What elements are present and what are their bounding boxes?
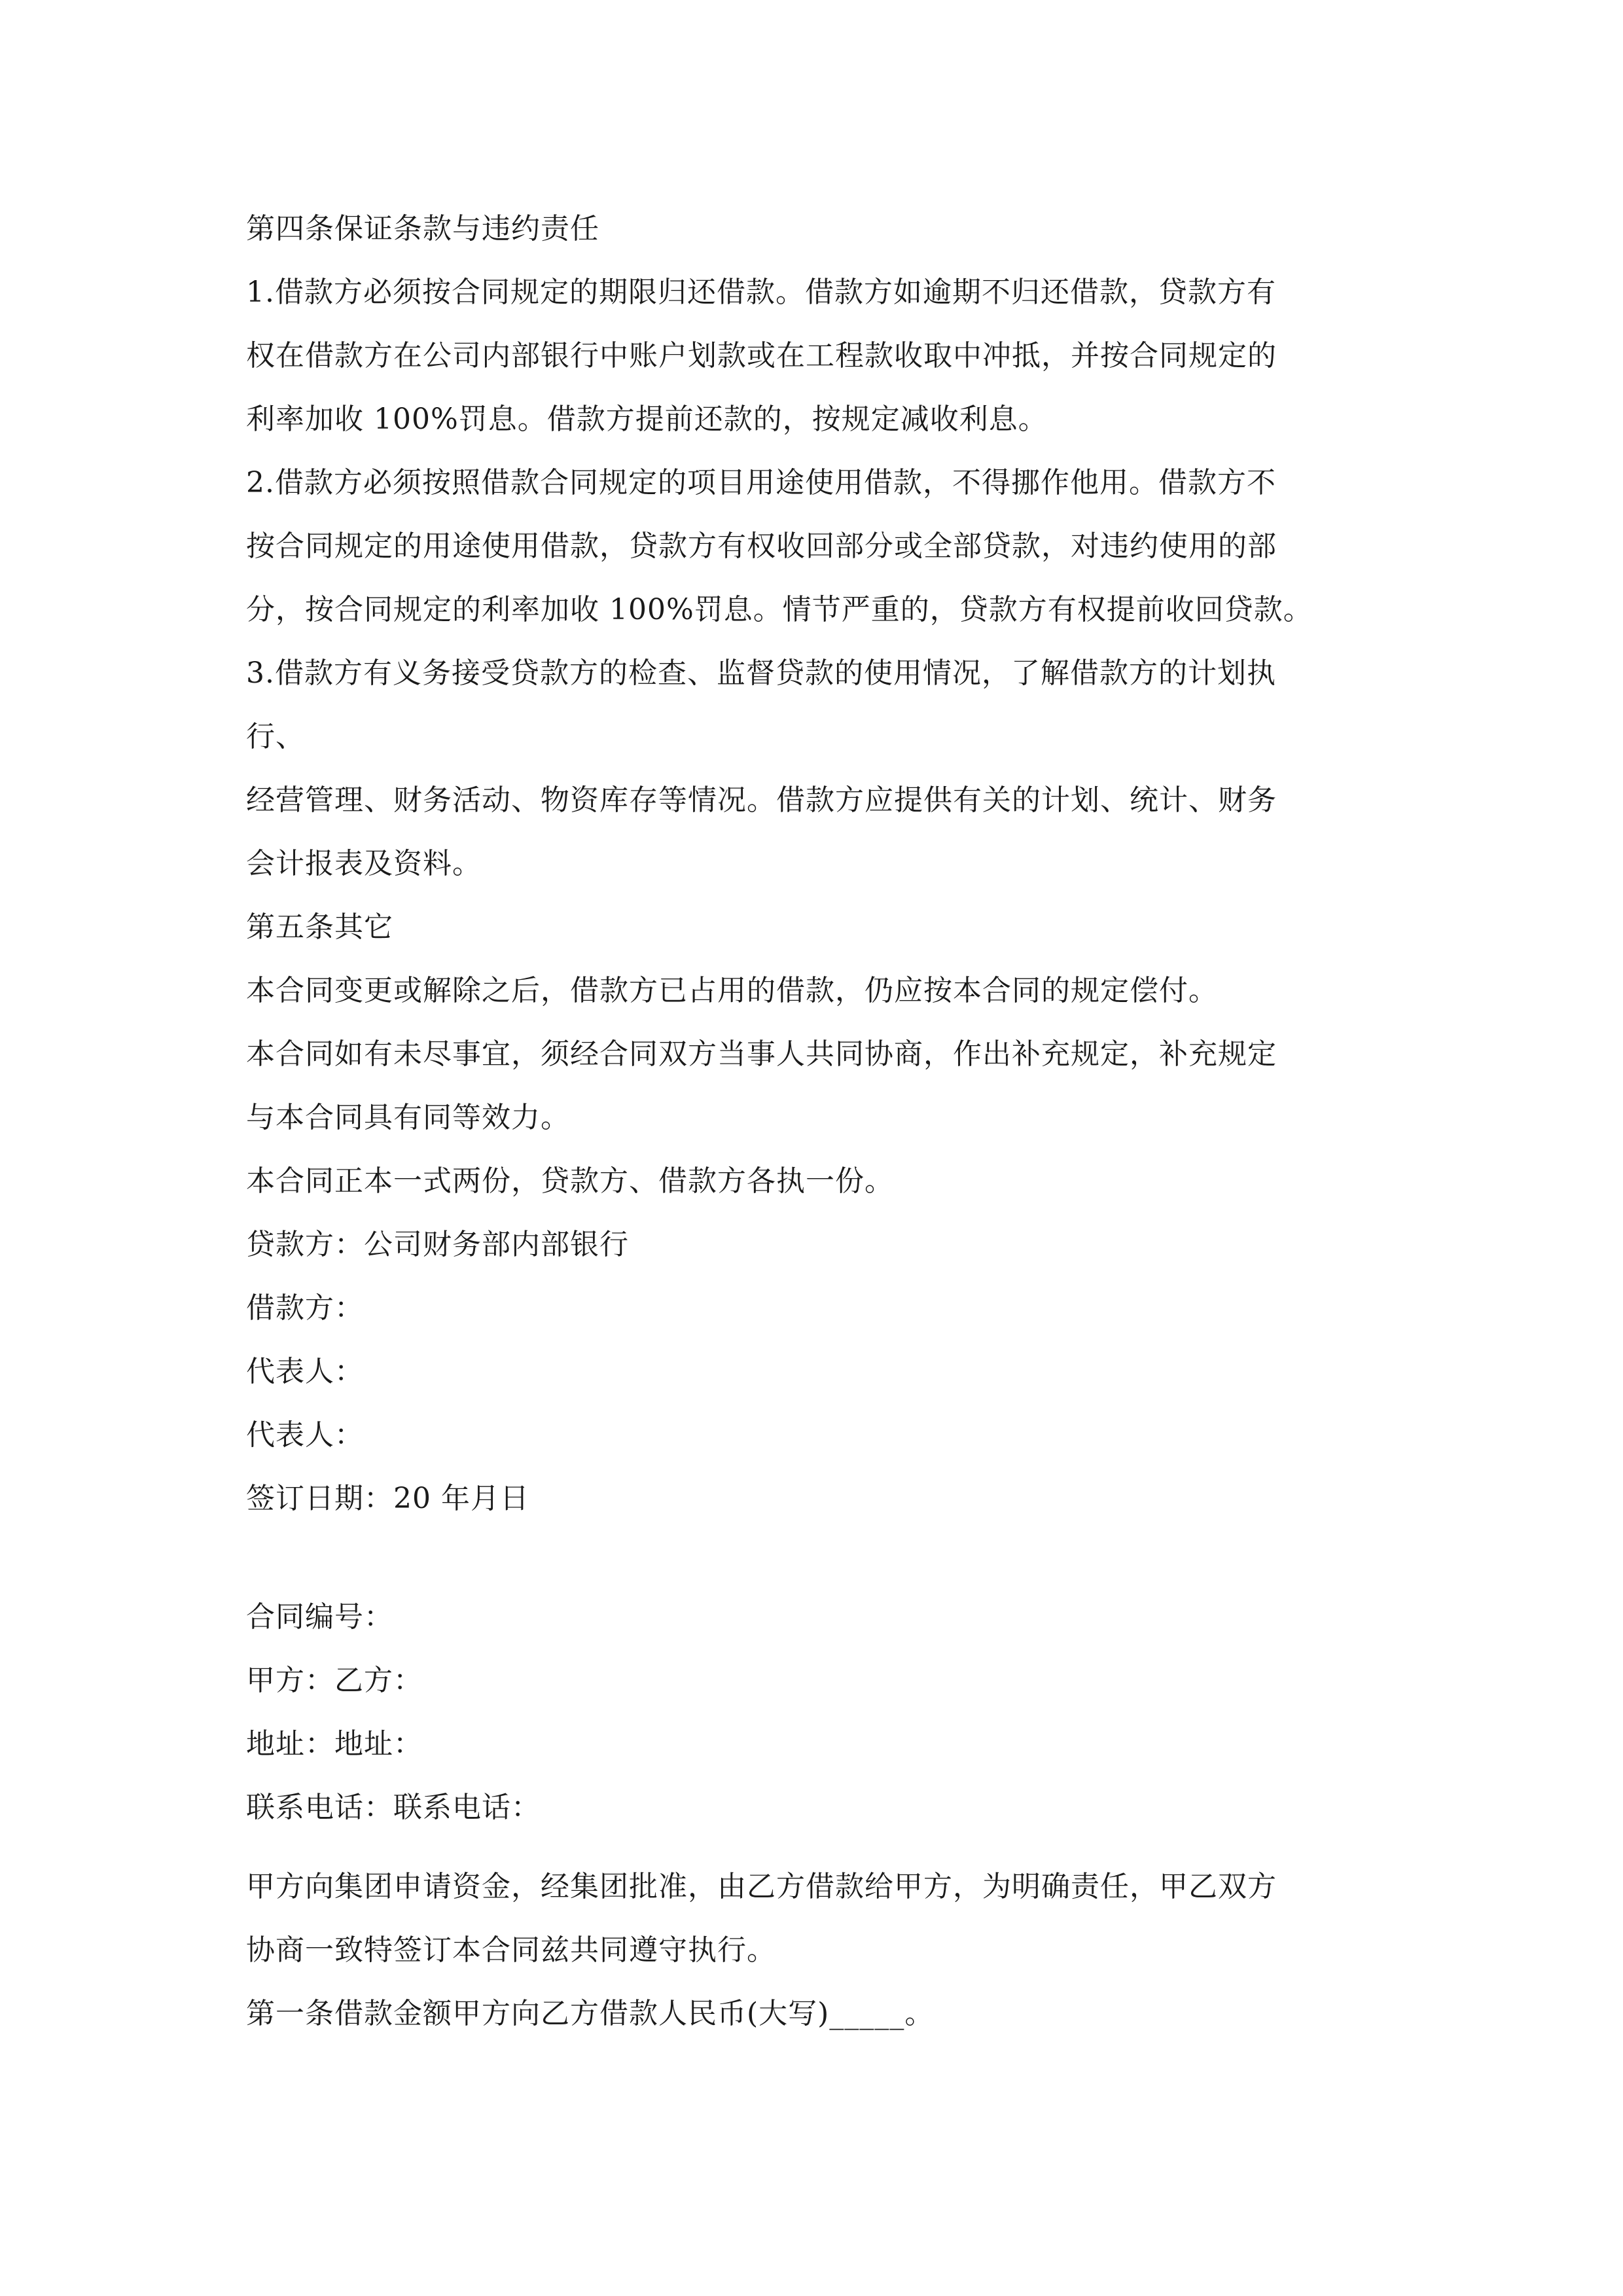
- paragraph-line: 与本合同具有同等效力。: [246, 1101, 570, 1134]
- paragraph-line: 3.借款方有义务接受贷款方的检查、监督贷款的使用情况，了解借款方的计划执: [246, 656, 1276, 690]
- signing-date-field: 签订日期：20 年月日: [246, 1482, 529, 1515]
- paragraph-line: 本合同变更或解除之后，借款方已占用的借款，仍应按本合同的规定偿付。: [246, 974, 1218, 1007]
- contract-number-field: 合同编号：: [246, 1600, 393, 1634]
- paragraph-line: 1.借款方必须按合同规定的期限归还借款。借款方如逾期不归还借款，贷款方有: [246, 276, 1276, 309]
- paragraph-line: 协商一致特签订本合同兹共同遵守执行。: [246, 1933, 776, 1967]
- paragraph-line: 会计报表及资料。: [246, 847, 482, 880]
- paragraph-line: 分，按合同规定的利率加收 100%罚息。情节严重的，贷款方有权提前收回贷款。: [246, 593, 1313, 626]
- paragraph-line: 本合同如有未尽事宜，须经合同双方当事人共同协商，作出补充规定，补充规定: [246, 1037, 1277, 1071]
- address-field: 地址：地址：: [246, 1727, 423, 1761]
- paragraph-line: 经营管理、财务活动、物资库存等情况。借款方应提供有关的计划、统计、财务: [246, 783, 1277, 817]
- section-heading-article-4: 第四条保证条款与违约责任: [246, 212, 599, 245]
- paragraph-line: 2.借款方必须按照借款合同规定的项目用途使用借款，不得挪作他用。借款方不: [246, 466, 1276, 499]
- paragraph-line: 权在借款方在公司内部银行中账户划款或在工程款收取中冲抵，并按合同规定的: [246, 339, 1277, 372]
- section-heading-article-1: 第一条借款金额甲方向乙方借款人民币(大写)_____。: [246, 1997, 935, 2030]
- party-field: 甲方：乙方：: [246, 1664, 423, 1697]
- borrower-field: 借款方：: [246, 1291, 364, 1325]
- paragraph-line: 本合同正本一式两份，贷款方、借款方各执一份。: [246, 1164, 894, 1198]
- representative-field: 代表人：: [246, 1355, 364, 1388]
- phone-field: 联系电话：联系电话：: [246, 1791, 541, 1824]
- section-heading-article-5: 第五条其它: [246, 910, 393, 944]
- paragraph-line: 甲方向集团申请资金，经集团批准，由乙方借款给甲方，为明确责任，甲乙双方: [246, 1870, 1277, 1903]
- paragraph-line: 行、: [246, 720, 305, 753]
- representative-field: 代表人：: [246, 1418, 364, 1452]
- lender-field: 贷款方：公司财务部内部银行: [246, 1228, 629, 1261]
- paragraph-line: 按合同规定的用途使用借款，贷款方有权收回部分或全部贷款，对违约使用的部: [246, 529, 1277, 563]
- paragraph-line: 利率加收 100%罚息。借款方提前还款的，按规定减收利息。: [246, 403, 1048, 436]
